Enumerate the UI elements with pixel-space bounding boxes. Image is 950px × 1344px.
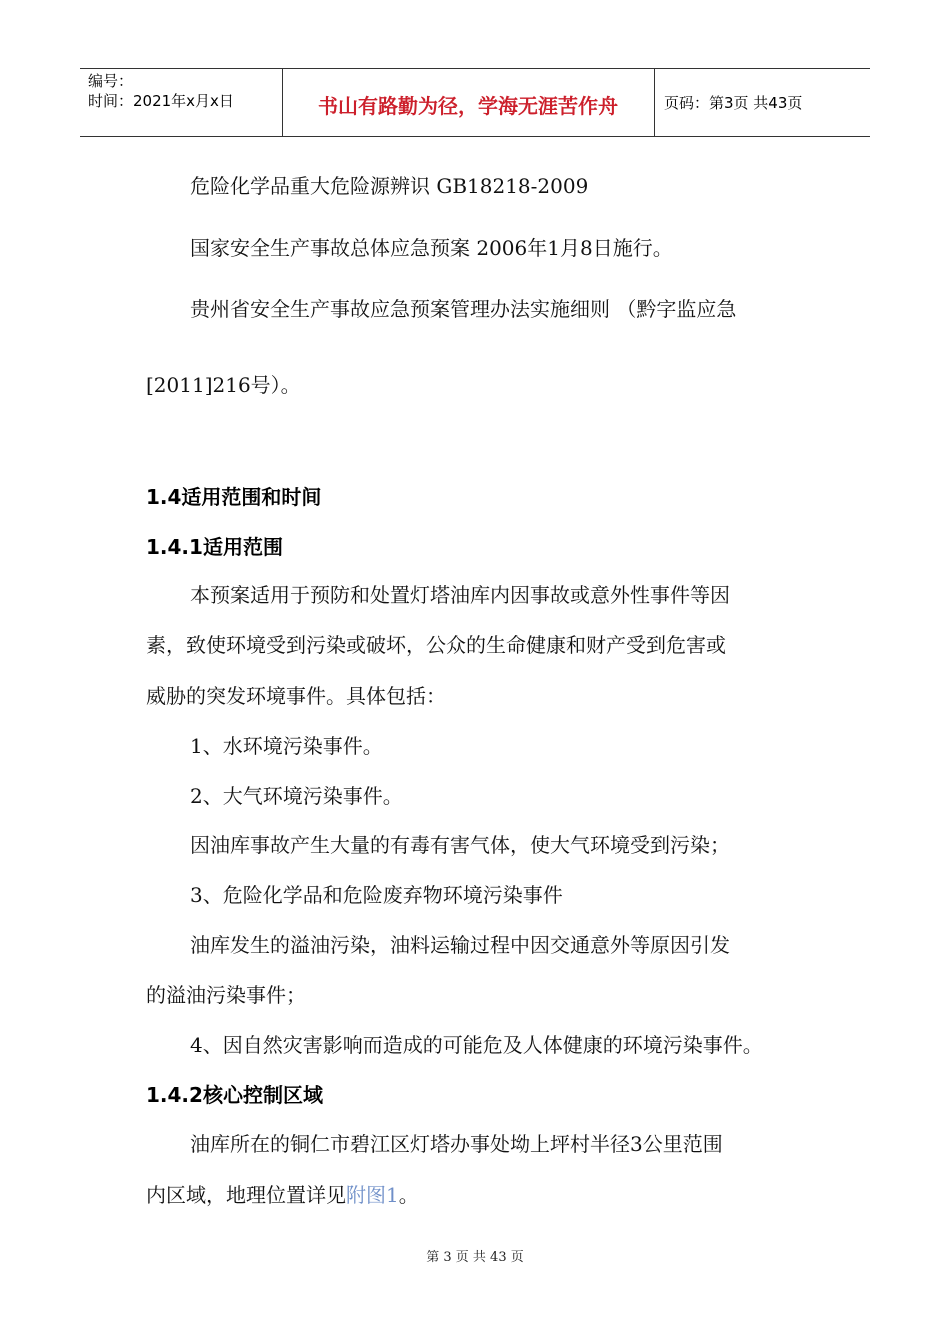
- list-item-water-pollution: 1、水环境污染事件。: [190, 734, 383, 758]
- paragraph-guizhou-rules-line1: 贵州省安全生产事故应急预案管理办法实施细则 （黔字监应急: [190, 297, 737, 321]
- paragraph-scope-line3: 威胁的突发环境事件。具体包括：: [146, 684, 446, 708]
- header-page-info: 页码：第3页 共43页: [664, 94, 803, 112]
- paragraph-national-plan: 国家安全生产事故总体应急预案 2006年1月8日施行。: [190, 236, 673, 260]
- paragraph-core-area-line2: [146, 1182, 419, 1208]
- section-heading-1-4-2: 1.4.2核心控制区域: [146, 1083, 323, 1107]
- list-item-hazardous-desc-line1: 油库发生的溢油污染，油料运输过程中因交通意外等原因引发: [190, 933, 730, 957]
- paragraph-guizhou-rules-line2: [2011]216号）。: [146, 373, 301, 397]
- paragraph-scope-line1: 本预案适用于预防和处置灯塔油库内因事故或意外性事件等因: [190, 583, 730, 607]
- list-item-hazardous-chemicals: 3、危险化学品和危险废弃物环境污染事件: [190, 883, 563, 907]
- core-area-period: 。: [398, 1183, 419, 1207]
- list-item-air-pollution: 2、大气环境污染事件。: [190, 784, 403, 808]
- paragraph-scope-line2: 素，致使环境受到污染或破坏，公众的生命健康和财产受到危害或: [146, 633, 726, 657]
- list-item-air-pollution-desc: 因油库事故产生大量的有毒有害气体，使大气环境受到污染；: [190, 833, 730, 857]
- header-number-label: 编号：: [88, 72, 134, 90]
- header-divider-right: [654, 68, 655, 136]
- page-footer: 第 3 页 共 43 页: [426, 1250, 524, 1265]
- section-heading-1-4: 1.4适用范围和时间: [146, 485, 322, 509]
- header-time-label: 时间：2021年x月x日: [88, 92, 234, 110]
- paragraph-core-area-line1: 油库所在的铜仁市碧江区灯塔办事处坳上坪村半径3公里范围: [190, 1132, 723, 1156]
- header-motto: 书山有路勤为径，学海无涯苦作舟: [318, 94, 618, 118]
- header-top-border: [80, 68, 870, 69]
- header-bottom-border: [80, 136, 870, 137]
- list-item-natural-disaster: 4、因自然灾害影响而造成的可能危及人体健康的环境污染事件。: [190, 1033, 763, 1057]
- core-area-text: 内区域，地理位置详见: [146, 1183, 346, 1207]
- list-item-hazardous-desc-line2: 的溢油污染事件；: [146, 983, 306, 1007]
- paragraph-standard-gb18218: 危险化学品重大危险源辨识 GB18218-2009: [190, 174, 589, 198]
- section-heading-1-4-1: 1.4.1适用范围: [146, 535, 283, 559]
- attachment-figure-1-link[interactable]: 附图1: [346, 1183, 399, 1207]
